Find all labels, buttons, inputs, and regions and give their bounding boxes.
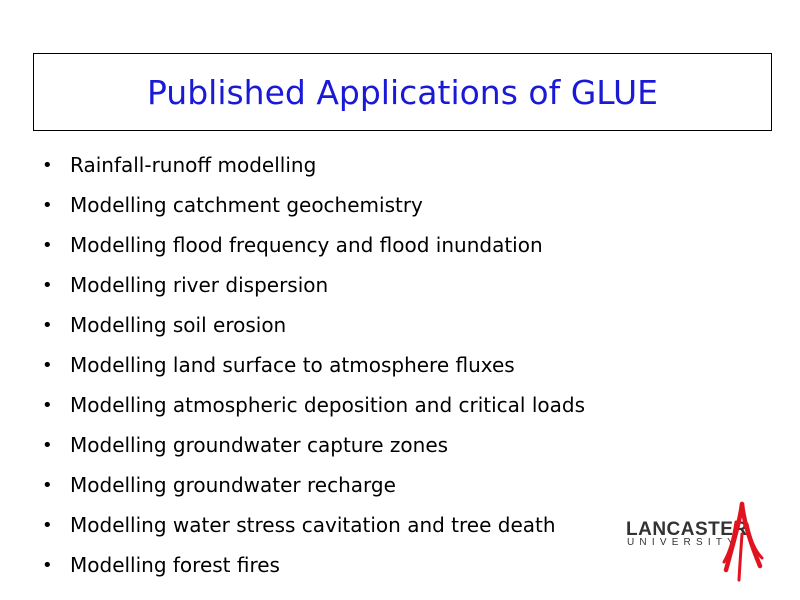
bullet-list [42, 145, 585, 585]
list-item [42, 545, 585, 585]
list-item-text: Modelling flood frequency and flood inundation [70, 233, 543, 257]
logo-name: LANCASTER [626, 519, 748, 540]
list-item-text: Modelling river dispersion [70, 273, 329, 297]
list-item [42, 385, 585, 425]
list-item-text: Modelling atmospheric deposition and critical loads [70, 393, 585, 417]
bullet-icon: • [42, 474, 53, 496]
bullet-icon: • [42, 434, 53, 456]
lancaster-university-logo-icon [720, 500, 770, 585]
list-item [42, 265, 585, 305]
bullet-icon: • [42, 154, 53, 176]
bullet-icon: • [42, 314, 53, 336]
list-item [42, 145, 585, 185]
logo-subtitle: UNIVERSITY [627, 537, 740, 548]
bullet-icon: • [42, 274, 53, 296]
bullet-icon: • [42, 554, 53, 576]
list-item-text: Modelling water stress cavitation and tree death [70, 513, 556, 537]
bullet-icon: • [42, 394, 53, 416]
bullet-icon: • [42, 234, 53, 256]
title-box [33, 53, 772, 131]
list-item [42, 185, 585, 225]
list-item [42, 345, 585, 385]
list-item [42, 225, 585, 265]
list-item-text: Modelling forest fires [70, 553, 280, 577]
bullet-icon: • [42, 194, 53, 216]
list-item [42, 305, 585, 345]
list-item [42, 425, 585, 465]
list-item-text: Modelling catchment geochemistry [70, 193, 423, 217]
list-item-text: Modelling groundwater recharge [70, 473, 396, 497]
list-item-text: Rainfall-runoff modelling [70, 153, 317, 177]
list-item [42, 465, 585, 505]
list-item [42, 505, 585, 545]
bullet-icon: • [42, 354, 53, 376]
list-item-text: Modelling land surface to atmosphere fluxes [70, 353, 515, 377]
bullet-icon: • [42, 514, 53, 536]
list-item-text: Modelling groundwater capture zones [70, 433, 449, 457]
lancaster-university-logo [620, 500, 770, 590]
list-item-text: Modelling soil erosion [70, 313, 287, 337]
slide-title: Published Applications of GLUE [146, 72, 659, 112]
